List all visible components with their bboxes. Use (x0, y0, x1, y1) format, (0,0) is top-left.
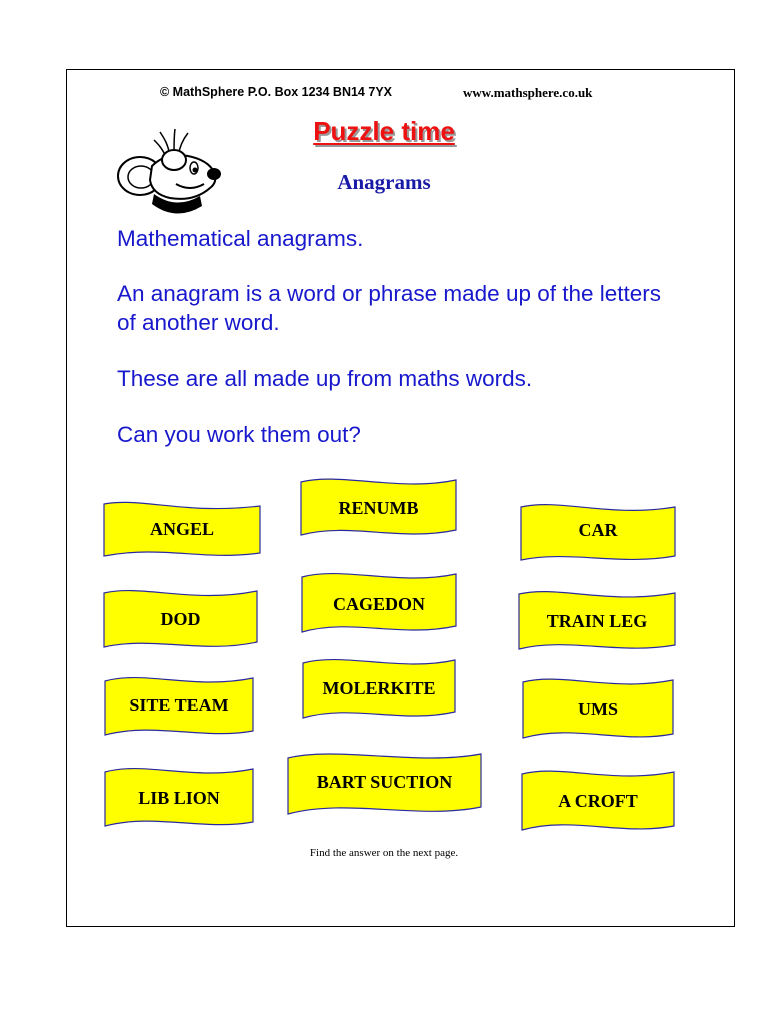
anagram-label: BART SUCTION (316, 772, 453, 792)
anagram-card (522, 678, 674, 740)
anagram-label: RENUMB (338, 498, 419, 518)
header-website: www.mathsphere.co.uk (463, 85, 593, 100)
anagram-card (302, 658, 456, 720)
page-subtitle: Anagrams (337, 170, 431, 194)
anagram-card (104, 767, 254, 827)
explanation-paragraph: These are all made up from maths words. (117, 366, 533, 391)
anagram-label: SITE TEAM (129, 695, 229, 715)
anagram-card (301, 572, 457, 634)
anagram-label: TRAIN LEG (546, 611, 648, 631)
anagram-label: CAGEDON (332, 594, 425, 614)
anagram-label: A CROFT (558, 791, 638, 811)
anagram-card (287, 752, 482, 816)
anagram-label: LIB LION (138, 788, 220, 808)
anagram-card (518, 591, 676, 651)
anagram-card (104, 676, 254, 736)
anagram-label: UMS (578, 699, 618, 719)
anagram-card (520, 504, 676, 562)
definition-paragraph: An anagram is a word or phrase made up of the letters of another word. (117, 281, 662, 335)
anagram-label: DOD (160, 609, 201, 629)
header-bar (0, 85, 768, 105)
anagram-card (521, 770, 675, 832)
header-address: © MathSphere P.O. Box 1234 BN14 7YX (160, 85, 392, 99)
anagram-card (103, 503, 261, 557)
anagram-label: CAR (578, 520, 618, 540)
anagram-label: MOLERKITE (322, 678, 436, 698)
intro-paragraph: Mathematical anagrams. (117, 226, 364, 251)
question-paragraph: Can you work them out? (117, 422, 361, 447)
page-title: Puzzle time (313, 116, 455, 146)
anagram-card (103, 590, 258, 648)
anagram-label: ANGEL (149, 519, 214, 539)
footer-note: Find the answer on the next page. (309, 847, 459, 859)
anagram-card (300, 478, 457, 538)
